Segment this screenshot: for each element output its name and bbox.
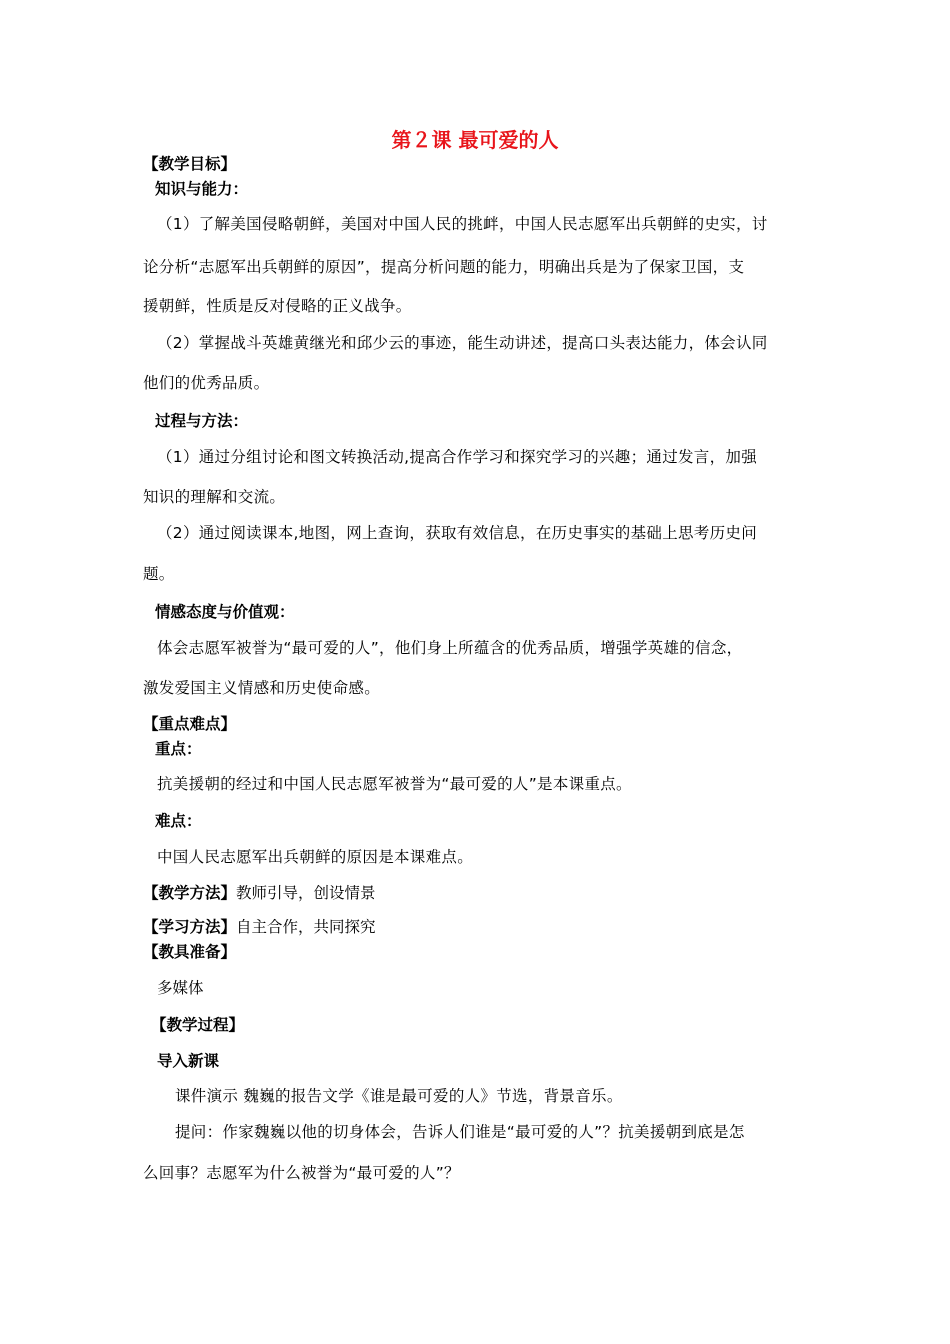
process-line-1: （1）通过分组讨论和图文转换活动,提高合作学习和探究学习的兴趣；通过发言，加强 bbox=[157, 448, 757, 466]
knowledge-line-1: （1）了解美国侵略朝鲜，美国对中国人民的挑衅，中国人民志愿军出兵朝鲜的史实，讨 bbox=[157, 215, 768, 233]
intro-heading: 导入新课 bbox=[157, 1052, 220, 1070]
teaching-method bbox=[143, 881, 376, 903]
teaching-method-label: 【教学方法】 bbox=[143, 884, 237, 902]
focus-text: 抗美援朝的经过和中国人民志愿军被誉为“最可爱的人”是本课重点。 bbox=[157, 775, 632, 793]
teaching-process-heading: 【教学过程】 bbox=[151, 1016, 245, 1034]
emotion-line-2: 激发爱国主义情感和历史使命感。 bbox=[143, 679, 381, 697]
knowledge-line-2: 论分析“志愿军出兵朝鲜的原因”，提高分析问题的能力，明确出兵是为了保家卫国，支 bbox=[143, 258, 745, 276]
process-heading: 过程与方法： bbox=[155, 412, 249, 430]
intro-line-3: 么回事？志愿军为什么被誉为“最可爱的人”？ bbox=[143, 1164, 460, 1182]
knowledge-line-5: 他们的优秀品质。 bbox=[143, 374, 270, 392]
emotion-line-1: 体会志愿军被誉为“最可爱的人”，他们身上所蕴含的优秀品质，增强学英雄的信念， bbox=[157, 639, 743, 657]
knowledge-line-3: 援朝鲜，性质是反对侵略的正义战争。 bbox=[143, 297, 412, 315]
knowledge-heading: 知识与能力： bbox=[155, 180, 249, 198]
key-points-heading: 【重点难点】 bbox=[143, 715, 237, 733]
lesson-title: 第２课 最可爱的人 bbox=[391, 128, 559, 152]
tools-text: 多媒体 bbox=[157, 979, 204, 997]
emotion-heading: 情感态度与价值观： bbox=[155, 603, 295, 621]
intro-line-1: 课件演示 魏巍的报告文学《谁是最可爱的人》节选，背景音乐。 bbox=[175, 1087, 623, 1105]
difficulty-label: 难点： bbox=[155, 812, 202, 830]
objectives-heading: 【教学目标】 bbox=[143, 155, 237, 173]
learning-method-label: 【学习方法】 bbox=[143, 918, 237, 936]
learning-method-text: 自主合作，共同探究 bbox=[236, 918, 376, 936]
intro-line-2: 提问：作家魏巍以他的切身体会，告诉人们谁是“最可爱的人”？抗美援朝到底是怎 bbox=[175, 1123, 745, 1141]
teaching-method-text: 教师引导，创设情景 bbox=[236, 884, 376, 902]
difficulty-text: 中国人民志愿军出兵朝鲜的原因是本课难点。 bbox=[157, 848, 474, 866]
process-line-3: （2）通过阅读课本,地图，网上查询，获取有效信息，在历史事实的基础上思考历史问 bbox=[157, 524, 757, 542]
process-line-2: 知识的理解和交流。 bbox=[143, 488, 286, 506]
focus-label: 重点： bbox=[155, 740, 202, 758]
tools-heading: 【教具准备】 bbox=[143, 943, 237, 961]
learning-method bbox=[143, 915, 376, 937]
process-line-4: 题。 bbox=[143, 565, 175, 583]
knowledge-line-4: （2）掌握战斗英雄黄继光和邱少云的事迹，能生动讲述，提高口头表达能力，体会认同 bbox=[157, 334, 768, 352]
